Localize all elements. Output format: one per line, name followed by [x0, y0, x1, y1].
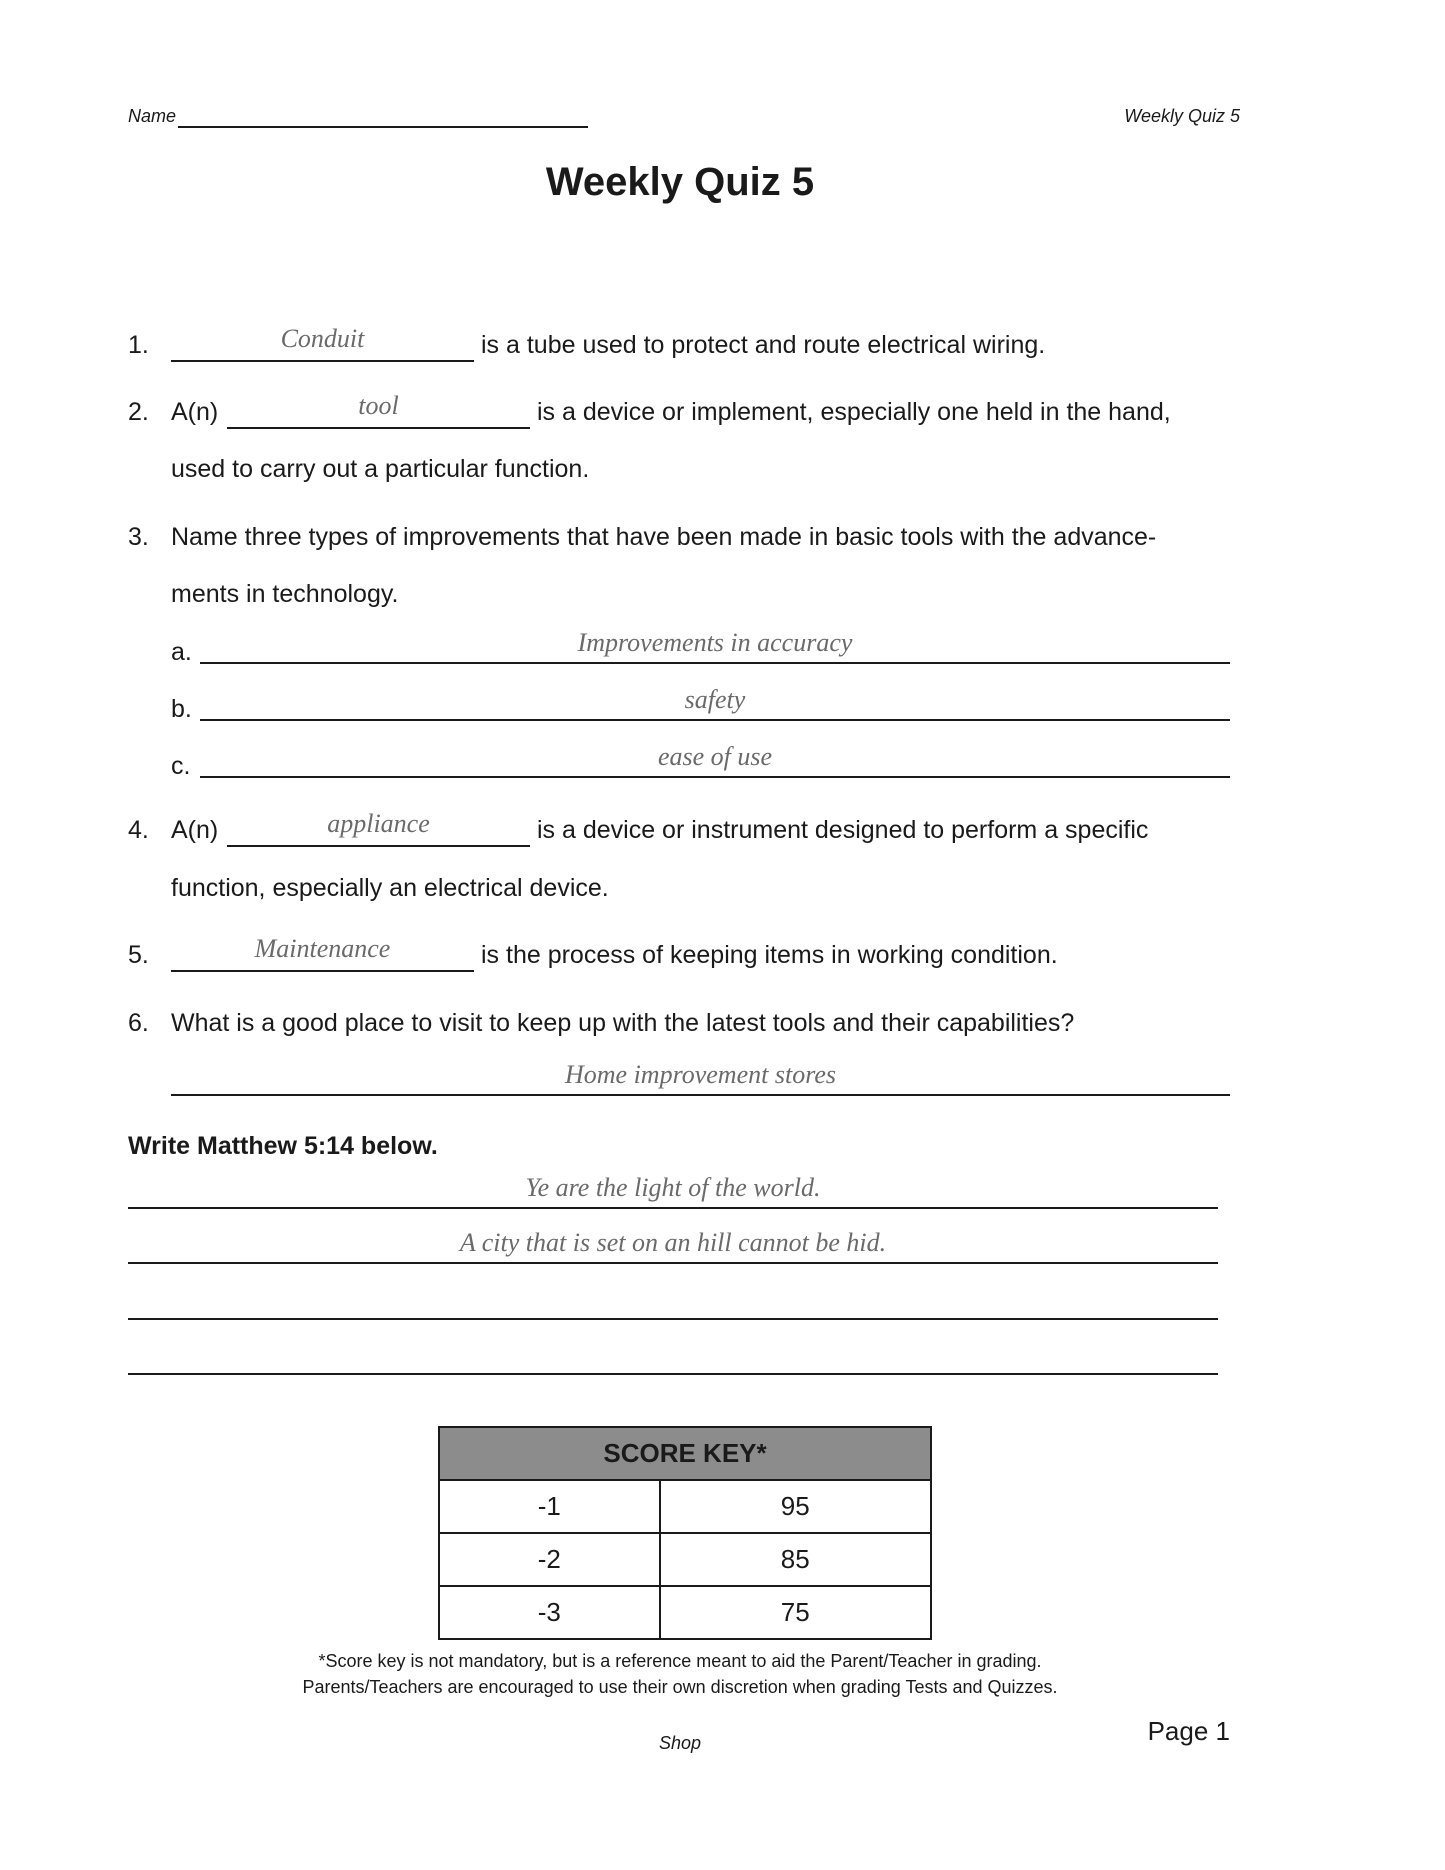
- missed-cell: -2: [439, 1533, 660, 1586]
- footer-subject: Shop: [658, 1733, 702, 1753]
- verse-line-3[interactable]: [128, 1288, 1218, 1320]
- header-quiz-label: Weekly Quiz 5: [1124, 106, 1240, 126]
- handwritten-answer: Improvements in accuracy: [577, 628, 853, 657]
- question-text: is a device or implement, especially one held in the hand,: [537, 398, 1171, 426]
- missed-cell: -3: [439, 1586, 660, 1639]
- name-field-line[interactable]: [178, 126, 588, 128]
- handwritten-answer: Maintenance: [254, 934, 391, 963]
- item-letter: c.: [171, 752, 191, 780]
- question-text-continued: used to carry out a particular function.: [171, 455, 590, 483]
- question-text: What is a good place to visit to keep up with the latest tools and their capabilities?: [171, 1009, 1075, 1037]
- score-cell: 95: [660, 1480, 931, 1533]
- page-number: Page 1: [1147, 1716, 1230, 1746]
- missed-cell: -1: [439, 1480, 660, 1533]
- question-prefix: A(n): [171, 398, 219, 426]
- answer-blank-q5[interactable]: [171, 934, 474, 972]
- handwritten-answer: appliance: [327, 809, 430, 838]
- item-letter: b.: [171, 695, 192, 723]
- handwritten-answer: Ye are the light of the world.: [525, 1173, 821, 1202]
- question-prefix: A(n): [171, 816, 219, 844]
- handwritten-answer: ease of use: [657, 742, 773, 771]
- question-number: 3.: [128, 523, 149, 551]
- score-key-header: SCORE KEY*: [439, 1427, 931, 1480]
- verse-heading: Write Matthew 5:14 below.: [128, 1132, 438, 1160]
- name-label: Name: [128, 106, 177, 126]
- score-key-table: [438, 1426, 932, 1640]
- question-text: is a device or instrument designed to perform a specific: [537, 816, 1149, 844]
- answer-blank-q2[interactable]: [227, 391, 530, 429]
- question-text: Name three types of improvements that have been made in basic tools with the advance-: [171, 523, 1157, 551]
- page-title: Weekly Quiz 5: [545, 160, 815, 204]
- score-cell: 75: [660, 1586, 931, 1639]
- question-number: 4.: [128, 816, 149, 844]
- item-letter: a.: [171, 638, 192, 666]
- answer-blank-q4[interactable]: [227, 809, 530, 847]
- answer-line-q6[interactable]: [171, 1060, 1230, 1096]
- handwritten-answer: Home improvement stores: [564, 1060, 837, 1089]
- answer-line-3c[interactable]: [200, 742, 1230, 778]
- table-row: [439, 1586, 931, 1639]
- score-cell: 85: [660, 1533, 931, 1586]
- answer-line-3a[interactable]: [200, 628, 1230, 664]
- score-key-note-2: Parents/Teachers are encouraged to use their own discretion when grading Tests and Quizzes.: [302, 1677, 1058, 1697]
- verse-line-2[interactable]: [128, 1228, 1218, 1264]
- answer-line-3b[interactable]: [200, 685, 1230, 721]
- question-text-continued: function, especially an electrical device.: [171, 874, 609, 902]
- verse-line-4[interactable]: [128, 1343, 1218, 1375]
- verse-line-1[interactable]: [128, 1173, 1218, 1209]
- question-number: 2.: [128, 398, 149, 426]
- answer-blank-q1[interactable]: [171, 324, 474, 362]
- question-number: 5.: [128, 941, 149, 969]
- score-key-note-1: *Score key is not mandatory, but is a reference meant to aid the Parent/Teacher in grading.: [318, 1651, 1042, 1671]
- handwritten-answer: Conduit: [280, 324, 365, 353]
- question-number: 6.: [128, 1009, 149, 1037]
- question-text: is the process of keeping items in working condition.: [481, 941, 1058, 969]
- handwritten-answer: A city that is set on an hill cannot be hid.: [459, 1228, 887, 1257]
- question-number: 1.: [128, 331, 149, 359]
- question-text: is a tube used to protect and route electrical wiring.: [481, 331, 1046, 359]
- question-text-continued: ments in technology.: [171, 580, 399, 608]
- table-row: [439, 1533, 931, 1586]
- table-row: [439, 1480, 931, 1533]
- handwritten-answer: tool: [358, 391, 399, 420]
- handwritten-answer: safety: [684, 685, 746, 714]
